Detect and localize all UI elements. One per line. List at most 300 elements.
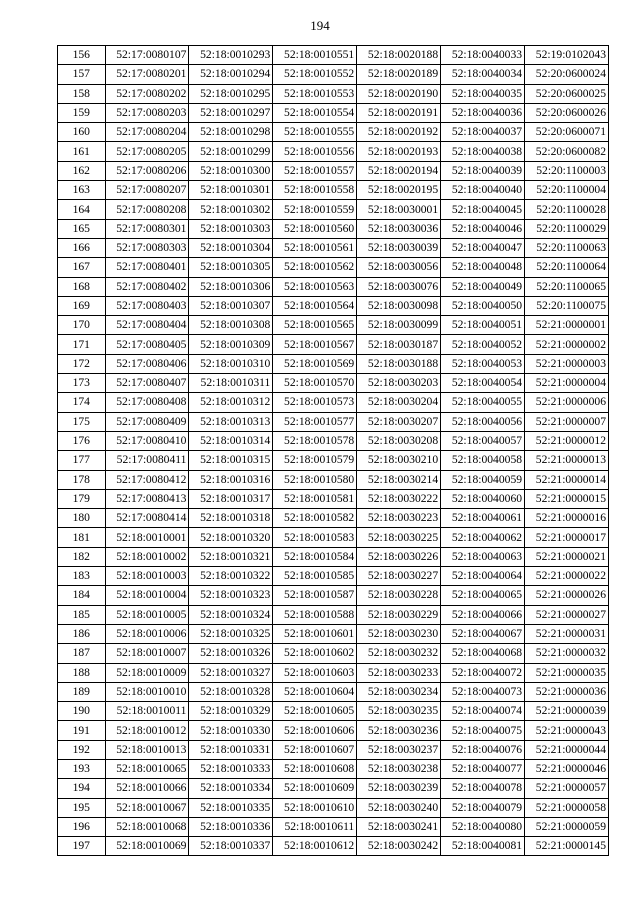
row-number-cell: 184: [58, 586, 106, 605]
cadastral-number-cell: 52:18:0010557: [273, 161, 357, 180]
cadastral-number-cell: 52:18:0040073: [441, 682, 525, 701]
cadastral-number-cell: 52:18:0040046: [441, 219, 525, 238]
cadastral-number-cell: 52:21:0000027: [525, 605, 609, 624]
table-row: [58, 470, 609, 489]
table-row: [58, 123, 609, 142]
cadastral-number-cell: 52:18:0010578: [273, 431, 357, 450]
cadastral-number-cell: 52:21:0000057: [525, 779, 609, 798]
cadastral-number-cell: 52:18:0010316: [189, 470, 273, 489]
table-row: [58, 65, 609, 84]
table-row: [58, 84, 609, 103]
cadastral-number-cell: 52:18:0040075: [441, 721, 525, 740]
table-row: [58, 817, 609, 836]
cadastral-number-cell: 52:18:0030229: [357, 605, 441, 624]
cadastral-number-cell: 52:18:0010004: [105, 586, 189, 605]
cadastral-number-cell: 52:18:0040035: [441, 84, 525, 103]
row-number-cell: 189: [58, 682, 106, 701]
cadastral-number-cell: 52:18:0010567: [273, 335, 357, 354]
cadastral-number-cell: 52:18:0030222: [357, 489, 441, 508]
cadastral-number-cell: 52:18:0020195: [357, 181, 441, 200]
cadastral-number-cell: 52:21:0000016: [525, 509, 609, 528]
cadastral-number-cell: 52:18:0030233: [357, 663, 441, 682]
row-number-cell: 183: [58, 567, 106, 586]
row-number-cell: 171: [58, 335, 106, 354]
cadastral-number-cell: 52:18:0010579: [273, 451, 357, 470]
cadastral-number-cell: 52:18:0010314: [189, 431, 273, 450]
row-number-cell: 167: [58, 258, 106, 277]
table-row: [58, 567, 609, 586]
cadastral-number-cell: 52:20:0600082: [525, 142, 609, 161]
cadastral-number-cell: 52:18:0010329: [189, 702, 273, 721]
cadastral-number-cell: 52:18:0040057: [441, 431, 525, 450]
cadastral-number-cell: 52:18:0030227: [357, 567, 441, 586]
cadastral-number-cell: 52:17:0080303: [105, 238, 189, 257]
row-number-cell: 177: [58, 451, 106, 470]
cadastral-number-cell: 52:18:0040049: [441, 277, 525, 296]
cadastral-number-cell: 52:18:0010587: [273, 586, 357, 605]
row-number-cell: 197: [58, 837, 106, 856]
cadastral-number-cell: 52:18:0010603: [273, 663, 357, 682]
cadastral-number-cell: 52:18:0010302: [189, 200, 273, 219]
cadastral-number-cell: 52:18:0030240: [357, 798, 441, 817]
row-number-cell: 159: [58, 103, 106, 122]
cadastral-number-cell: 52:17:0080202: [105, 84, 189, 103]
row-number-cell: 180: [58, 509, 106, 528]
cadastral-number-cell: 52:18:0010556: [273, 142, 357, 161]
cadastral-number-cell: 52:18:0010313: [189, 412, 273, 431]
table-row: [58, 335, 609, 354]
cadastral-number-cell: 52:18:0010607: [273, 740, 357, 759]
row-number-cell: 163: [58, 181, 106, 200]
table-row: [58, 682, 609, 701]
row-number-cell: 173: [58, 374, 106, 393]
cadastral-number-cell: 52:18:0010585: [273, 567, 357, 586]
cadastral-number-cell: 52:18:0020193: [357, 142, 441, 161]
row-number-cell: 178: [58, 470, 106, 489]
cadastral-number-cell: 52:21:0000044: [525, 740, 609, 759]
cadastral-number-cell: 52:18:0010012: [105, 721, 189, 740]
cadastral-number-cell: 52:21:0000013: [525, 451, 609, 470]
table-row: [58, 605, 609, 624]
cadastral-number-cell: 52:20:0600026: [525, 103, 609, 122]
cadastral-number-cell: 52:18:0010331: [189, 740, 273, 759]
cadastral-number-cell: 52:21:0000046: [525, 759, 609, 778]
cadastral-number-cell: 52:18:0010299: [189, 142, 273, 161]
table-row: [58, 702, 609, 721]
cadastral-number-cell: 52:20:1100028: [525, 200, 609, 219]
table-row: [58, 644, 609, 663]
cadastral-number-cell: 52:18:0010608: [273, 759, 357, 778]
table-row: [58, 489, 609, 508]
cadastral-number-cell: 52:18:0040061: [441, 509, 525, 528]
cadastral-number-cell: 52:19:0102043: [525, 46, 609, 65]
table-row: [58, 779, 609, 798]
cadastral-number-cell: 52:18:0030099: [357, 316, 441, 335]
cadastral-number-cell: 52:18:0040081: [441, 837, 525, 856]
cadastral-number-cell: 52:18:0010324: [189, 605, 273, 624]
cadastral-number-cell: 52:21:0000145: [525, 837, 609, 856]
cadastral-number-cell: 52:18:0010320: [189, 528, 273, 547]
cadastral-number-cell: 52:18:0040059: [441, 470, 525, 489]
cadastral-number-cell: 52:18:0010013: [105, 740, 189, 759]
table-row: [58, 586, 609, 605]
cadastral-number-cell: 52:18:0040058: [441, 451, 525, 470]
cadastral-number-cell: 52:17:0080201: [105, 65, 189, 84]
cadastral-number-cell: 52:18:0010317: [189, 489, 273, 508]
cadastral-number-cell: 52:21:0000021: [525, 547, 609, 566]
cadastral-number-cell: 52:21:0000014: [525, 470, 609, 489]
cadastral-number-cell: 52:17:0080405: [105, 335, 189, 354]
cadastral-number-cell: 52:21:0000022: [525, 567, 609, 586]
cadastral-number-cell: 52:21:0000004: [525, 374, 609, 393]
cadastral-number-cell: 52:18:0040079: [441, 798, 525, 817]
table-row: [58, 354, 609, 373]
row-number-cell: 193: [58, 759, 106, 778]
cadastral-number-cell: 52:18:0030188: [357, 354, 441, 373]
cadastral-number-cell: 52:18:0030230: [357, 624, 441, 643]
cadastral-number-cell: 52:18:0010606: [273, 721, 357, 740]
cadastral-number-cell: 52:18:0040080: [441, 817, 525, 836]
cadastral-number-cell: 52:18:0030235: [357, 702, 441, 721]
table-row: [58, 374, 609, 393]
cadastral-number-cell: 52:18:0010305: [189, 258, 273, 277]
cadastral-number-cell: 52:18:0010005: [105, 605, 189, 624]
cadastral-number-cell: 52:18:0010067: [105, 798, 189, 817]
cadastral-number-cell: 52:18:0030039: [357, 238, 441, 257]
table-row: [58, 624, 609, 643]
cadastral-number-cell: 52:21:0000001: [525, 316, 609, 335]
cadastral-number-cell: 52:18:0010612: [273, 837, 357, 856]
row-number-cell: 164: [58, 200, 106, 219]
cadastral-number-cell: 52:17:0080107: [105, 46, 189, 65]
cadastral-number-cell: 52:17:0080411: [105, 451, 189, 470]
table-row: [58, 451, 609, 470]
cadastral-number-cell: 52:18:0010580: [273, 470, 357, 489]
cadastral-number-cell: 52:18:0010551: [273, 46, 357, 65]
cadastral-number-cell: 52:18:0040056: [441, 412, 525, 431]
table-row: [58, 528, 609, 547]
cadastral-number-cell: 52:18:0040054: [441, 374, 525, 393]
cadastral-number-cell: 52:20:1100065: [525, 277, 609, 296]
cadastral-number-cell: 52:18:0010561: [273, 238, 357, 257]
cadastral-number-cell: 52:18:0040062: [441, 528, 525, 547]
cadastral-number-cell: 52:18:0030228: [357, 586, 441, 605]
cadastral-number-cell: 52:18:0030223: [357, 509, 441, 528]
cadastral-number-cell: 52:18:0040077: [441, 759, 525, 778]
cadastral-number-cell: 52:18:0030214: [357, 470, 441, 489]
cadastral-number-cell: 52:18:0010584: [273, 547, 357, 566]
row-number-cell: 168: [58, 277, 106, 296]
row-number-cell: 192: [58, 740, 106, 759]
cadastral-number-cell: 52:18:0040047: [441, 238, 525, 257]
table-row: [58, 103, 609, 122]
cadastral-number-cell: 52:18:0010294: [189, 65, 273, 84]
cadastral-number-cell: 52:18:0010318: [189, 509, 273, 528]
cadastral-number-cell: 52:18:0010582: [273, 509, 357, 528]
cadastral-number-cell: 52:18:0010330: [189, 721, 273, 740]
cadastral-number-cell: 52:18:0030204: [357, 393, 441, 412]
cadastral-number-cell: 52:18:0040040: [441, 181, 525, 200]
cadastral-number-cell: 52:17:0080301: [105, 219, 189, 238]
cadastral-number-cell: 52:18:0010563: [273, 277, 357, 296]
cadastral-number-cell: 52:18:0010306: [189, 277, 273, 296]
cadastral-number-cell: 52:18:0010310: [189, 354, 273, 373]
cadastral-number-cell: 52:18:0040074: [441, 702, 525, 721]
row-number-cell: 191: [58, 721, 106, 740]
cadastral-number-cell: 52:18:0010564: [273, 296, 357, 315]
cadastral-number-cell: 52:18:0040053: [441, 354, 525, 373]
table-row: [58, 412, 609, 431]
cadastral-number-cell: 52:18:0010552: [273, 65, 357, 84]
cadastral-number-cell: 52:17:0080412: [105, 470, 189, 489]
cadastral-number-cell: 52:18:0010604: [273, 682, 357, 701]
cadastral-number-cell: 52:18:0020191: [357, 103, 441, 122]
cadastral-number-cell: 52:20:1100004: [525, 181, 609, 200]
row-number-cell: 176: [58, 431, 106, 450]
cadastral-number-cell: 52:18:0010588: [273, 605, 357, 624]
cadastral-number-cell: 52:18:0010298: [189, 123, 273, 142]
cadastral-number-cell: 52:17:0080403: [105, 296, 189, 315]
cadastral-number-cell: 52:18:0010007: [105, 644, 189, 663]
table-row: [58, 316, 609, 335]
row-number-cell: 175: [58, 412, 106, 431]
cadastral-number-cell: 52:18:0020190: [357, 84, 441, 103]
cadastral-number-cell: 52:18:0010312: [189, 393, 273, 412]
cadastral-number-cell: 52:18:0020188: [357, 46, 441, 65]
cadastral-number-cell: 52:18:0010069: [105, 837, 189, 856]
cadastral-number-cell: 52:18:0030237: [357, 740, 441, 759]
row-number-cell: 157: [58, 65, 106, 84]
cadastral-number-cell: 52:18:0010560: [273, 219, 357, 238]
row-number-cell: 156: [58, 46, 106, 65]
cadastral-number-cell: 52:18:0030210: [357, 451, 441, 470]
cadastral-number-cell: 52:18:0010562: [273, 258, 357, 277]
cadastral-number-cell: 52:18:0040064: [441, 567, 525, 586]
cadastral-number-cell: 52:18:0010003: [105, 567, 189, 586]
cadastral-number-cell: 52:18:0010297: [189, 103, 273, 122]
cadastral-number-cell: 52:18:0010573: [273, 393, 357, 412]
cadastral-number-cell: 52:18:0040048: [441, 258, 525, 277]
table-row: [58, 296, 609, 315]
cadastral-number-cell: 52:17:0080408: [105, 393, 189, 412]
row-number-cell: 161: [58, 142, 106, 161]
cadastral-number-cell: 52:20:0600024: [525, 65, 609, 84]
cadastral-number-cell: 52:18:0010304: [189, 238, 273, 257]
row-number-cell: 165: [58, 219, 106, 238]
table-row: [58, 547, 609, 566]
row-number-cell: 188: [58, 663, 106, 682]
cadastral-number-cell: 52:18:0010303: [189, 219, 273, 238]
cadastral-number-cell: 52:21:0000032: [525, 644, 609, 663]
cadastral-number-cell: 52:18:0010569: [273, 354, 357, 373]
cadastral-number-cell: 52:18:0030238: [357, 759, 441, 778]
table-row: [58, 142, 609, 161]
cadastral-number-cell: 52:18:0040066: [441, 605, 525, 624]
cadastral-number-cell: 52:18:0030225: [357, 528, 441, 547]
cadastral-number-cell: 52:18:0010565: [273, 316, 357, 335]
cadastral-number-cell: 52:18:0010335: [189, 798, 273, 817]
cadastral-number-cell: 52:18:0030207: [357, 412, 441, 431]
cadastral-number-cell: 52:18:0040067: [441, 624, 525, 643]
cadastral-number-cell: 52:18:0010333: [189, 759, 273, 778]
cadastral-number-cell: 52:18:0040052: [441, 335, 525, 354]
row-number-cell: 182: [58, 547, 106, 566]
cadastral-number-cell: 52:18:0020194: [357, 161, 441, 180]
cadastral-number-cell: 52:21:0000015: [525, 489, 609, 508]
cadastral-number-cell: 52:18:0030236: [357, 721, 441, 740]
cadastral-number-cell: 52:18:0010321: [189, 547, 273, 566]
row-number-cell: 179: [58, 489, 106, 508]
table-row: [58, 181, 609, 200]
cadastral-number-cell: 52:18:0010602: [273, 644, 357, 663]
cadastral-number-cell: 52:18:0010295: [189, 84, 273, 103]
cadastral-number-cell: 52:18:0040055: [441, 393, 525, 412]
table-row: [58, 721, 609, 740]
table-row: [58, 663, 609, 682]
cadastral-number-cell: 52:18:0010006: [105, 624, 189, 643]
cadastral-number-cell: 52:21:0000017: [525, 528, 609, 547]
cadastral-number-cell: 52:18:0010001: [105, 528, 189, 547]
cadastral-number-cell: 52:18:0010293: [189, 46, 273, 65]
cadastral-number-cell: 52:18:0040039: [441, 161, 525, 180]
table-row: [58, 200, 609, 219]
cadastral-number-cell: 52:21:0000036: [525, 682, 609, 701]
cadastral-number-cell: 52:18:0010322: [189, 567, 273, 586]
cadastral-number-cell: 52:18:0010328: [189, 682, 273, 701]
cadastral-number-cell: 52:20:1100064: [525, 258, 609, 277]
table-row: [58, 46, 609, 65]
cadastral-number-cell: 52:18:0010011: [105, 702, 189, 721]
cadastral-number-cell: 52:18:0010553: [273, 84, 357, 103]
cadastral-number-cell: 52:18:0010325: [189, 624, 273, 643]
row-number-cell: 169: [58, 296, 106, 315]
table-row: [58, 509, 609, 528]
row-number-cell: 174: [58, 393, 106, 412]
table-row: [58, 837, 609, 856]
cadastral-number-cell: 52:18:0030226: [357, 547, 441, 566]
cadastral-number-cell: 52:18:0040033: [441, 46, 525, 65]
row-number-cell: 195: [58, 798, 106, 817]
cadastral-number-cell: 52:18:0010337: [189, 837, 273, 856]
row-number-cell: 181: [58, 528, 106, 547]
cadastral-number-cell: 52:18:0010315: [189, 451, 273, 470]
cadastral-number-cell: 52:18:0010307: [189, 296, 273, 315]
table-row: [58, 393, 609, 412]
row-number-cell: 187: [58, 644, 106, 663]
cadastral-number-cell: 52:18:0010326: [189, 644, 273, 663]
cadastral-number-cell: 52:21:0000039: [525, 702, 609, 721]
cadastral-number-cell: 52:21:0000031: [525, 624, 609, 643]
cadastral-number-cell: 52:18:0010581: [273, 489, 357, 508]
row-number-cell: 166: [58, 238, 106, 257]
row-number-cell: 158: [58, 84, 106, 103]
cadastral-number-cell: 52:18:0010009: [105, 663, 189, 682]
cadastral-number-cell: 52:18:0010334: [189, 779, 273, 798]
cadastral-number-cell: 52:18:0030242: [357, 837, 441, 856]
table-row: [58, 219, 609, 238]
cadastral-number-cell: 52:17:0080413: [105, 489, 189, 508]
cadastral-number-cell: 52:18:0030001: [357, 200, 441, 219]
cadastral-number-cell: 52:18:0030036: [357, 219, 441, 238]
row-number-cell: 162: [58, 161, 106, 180]
cadastral-number-cell: 52:18:0010609: [273, 779, 357, 798]
cadastral-number-cell: 52:18:0030203: [357, 374, 441, 393]
cadastral-number-cell: 52:18:0040050: [441, 296, 525, 315]
cadastral-number-cell: 52:18:0010308: [189, 316, 273, 335]
table-row: [58, 798, 609, 817]
cadastral-number-cell: 52:18:0010601: [273, 624, 357, 643]
cadastral-number-cell: 52:17:0080205: [105, 142, 189, 161]
cadastral-number-cell: 52:21:0000026: [525, 586, 609, 605]
cadastral-number-cell: 52:21:0000006: [525, 393, 609, 412]
row-number-cell: 185: [58, 605, 106, 624]
cadastral-number-cell: 52:18:0010309: [189, 335, 273, 354]
cadastral-number-cell: 52:21:0000059: [525, 817, 609, 836]
table-body: [58, 46, 609, 856]
cadastral-number-cell: 52:18:0010559: [273, 200, 357, 219]
cadastral-number-cell: 52:18:0040068: [441, 644, 525, 663]
cadastral-number-cell: 52:18:0040060: [441, 489, 525, 508]
cadastral-number-cell: 52:17:0080407: [105, 374, 189, 393]
cadastral-number-cell: 52:18:0010605: [273, 702, 357, 721]
cadastral-number-cell: 52:17:0080207: [105, 181, 189, 200]
cadastral-number-cell: 52:18:0010002: [105, 547, 189, 566]
cadastral-number-cell: 52:20:1100003: [525, 161, 609, 180]
cadastral-number-cell: 52:18:0010066: [105, 779, 189, 798]
cadastral-number-cell: 52:17:0080404: [105, 316, 189, 335]
cadastral-number-cell: 52:18:0030187: [357, 335, 441, 354]
cadastral-number-cell: 52:18:0030098: [357, 296, 441, 315]
table-row: [58, 759, 609, 778]
cadastral-numbers-table: [57, 45, 609, 856]
cadastral-number-cell: 52:21:0000058: [525, 798, 609, 817]
cadastral-number-cell: 52:17:0080208: [105, 200, 189, 219]
cadastral-number-cell: 52:18:0010577: [273, 412, 357, 431]
cadastral-number-cell: 52:18:0010068: [105, 817, 189, 836]
cadastral-number-cell: 52:17:0080414: [105, 509, 189, 528]
cadastral-number-cell: 52:18:0010010: [105, 682, 189, 701]
cadastral-number-cell: 52:18:0040078: [441, 779, 525, 798]
cadastral-number-cell: 52:18:0010555: [273, 123, 357, 142]
cadastral-number-cell: 52:17:0080204: [105, 123, 189, 142]
cadastral-number-cell: 52:18:0040051: [441, 316, 525, 335]
cadastral-number-cell: 52:18:0030241: [357, 817, 441, 836]
cadastral-number-cell: 52:18:0030056: [357, 258, 441, 277]
cadastral-number-cell: 52:20:1100029: [525, 219, 609, 238]
cadastral-number-cell: 52:17:0080402: [105, 277, 189, 296]
table-row: [58, 431, 609, 450]
cadastral-number-cell: 52:18:0010558: [273, 181, 357, 200]
row-number-cell: 172: [58, 354, 106, 373]
table-row: [58, 238, 609, 257]
cadastral-number-cell: 52:18:0030076: [357, 277, 441, 296]
cadastral-number-cell: 52:20:0600025: [525, 84, 609, 103]
cadastral-number-cell: 52:21:0000035: [525, 663, 609, 682]
row-number-cell: 160: [58, 123, 106, 142]
row-number-cell: 190: [58, 702, 106, 721]
cadastral-number-cell: 52:18:0010300: [189, 161, 273, 180]
row-number-cell: 186: [58, 624, 106, 643]
cadastral-number-cell: 52:18:0010327: [189, 663, 273, 682]
cadastral-number-cell: 52:21:0000043: [525, 721, 609, 740]
cadastral-number-cell: 52:18:0020192: [357, 123, 441, 142]
cadastral-number-cell: 52:18:0020189: [357, 65, 441, 84]
cadastral-number-cell: 52:17:0080409: [105, 412, 189, 431]
row-number-cell: 194: [58, 779, 106, 798]
cadastral-number-cell: 52:18:0040065: [441, 586, 525, 605]
cadastral-number-cell: 52:18:0030208: [357, 431, 441, 450]
row-number-cell: 170: [58, 316, 106, 335]
